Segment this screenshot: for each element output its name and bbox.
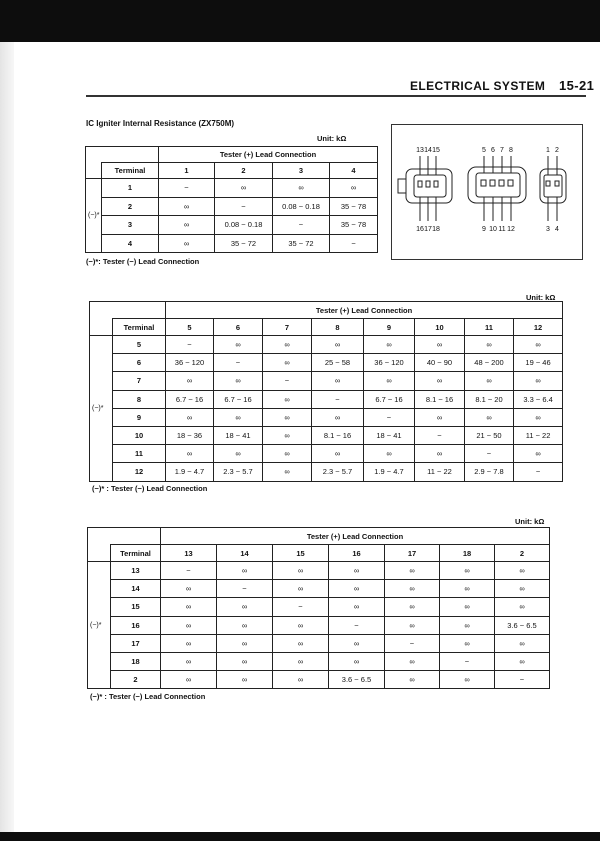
resistance-cell: 25 ~ 58 [312,354,364,372]
resistance-cell: 36 ~ 120 [166,354,214,372]
resistance-cell: ∞ [330,179,378,198]
resistance-cell: ∞ [329,652,385,670]
row-terminal: 13 [111,562,161,580]
resistance-cell: − [415,426,465,444]
resistance-table-3 [87,527,550,689]
pin-label-top: 6 [491,147,495,154]
column-header: 6 [214,319,263,336]
resistance-cell: ∞ [273,652,329,670]
row-terminal: 7 [113,372,166,390]
column-header: 2 [495,545,550,562]
terminal-header: Terminal [111,545,161,562]
header-rule [86,95,586,97]
resistance-cell: ∞ [440,562,495,580]
resistance-cell: ∞ [263,408,312,426]
row-terminal: 17 [111,634,161,652]
resistance-cell: ∞ [415,408,465,426]
resistance-cell: ∞ [217,671,273,689]
corner-blank-cell [86,147,159,163]
pin-label-top: 1 [546,147,550,154]
row-terminal: 16 [111,616,161,634]
column-header: 7 [263,319,312,336]
row-terminal: 2 [102,197,159,216]
resistance-cell: ∞ [215,179,273,198]
tester-minus-label: (−)* [88,562,111,689]
resistance-cell: ∞ [329,580,385,598]
pin-label-bottom: 16 [416,226,424,233]
terminal-header: Terminal [102,163,159,179]
resistance-cell: ∞ [495,652,550,670]
connector-middle-icon [468,156,526,221]
resistance-cell: − [514,463,563,481]
connector-diagram [391,124,583,260]
row-terminal: 6 [113,354,166,372]
column-header: 8 [312,319,364,336]
row-terminal: 12 [113,463,166,481]
unit-label-3: Unit: kΩ [515,517,545,526]
resistance-cell: ∞ [161,598,217,616]
resistance-cell: ∞ [415,336,465,354]
resistance-cell: ∞ [415,372,465,390]
resistance-cell: 6.7 ~ 16 [364,390,415,408]
column-header: 17 [385,545,440,562]
resistance-cell: − [161,562,217,580]
resistance-cell: 19 ~ 46 [514,354,563,372]
resistance-cell: 36 ~ 120 [364,354,415,372]
pin-label-top: 15 [432,147,440,154]
table-row [88,652,550,670]
resistance-cell: ∞ [495,634,550,652]
resistance-cell: 35 ~ 72 [215,234,273,253]
resistance-cell: ∞ [166,408,214,426]
scan-bottom-border [0,832,600,841]
resistance-cell: − [329,616,385,634]
resistance-cell: ∞ [514,372,563,390]
resistance-cell: ∞ [514,336,563,354]
resistance-cell: 8.1 ~ 20 [465,390,514,408]
row-terminal: 11 [113,445,166,463]
table-row [90,390,563,408]
resistance-cell: ∞ [385,580,440,598]
neg-blank-cell [88,545,111,562]
resistance-cell: ∞ [495,562,550,580]
column-header: 4 [330,163,378,179]
row-terminal: 18 [111,652,161,670]
table-row [90,408,563,426]
pin-label-bottom: 4 [555,226,559,233]
resistance-cell: 35 ~ 72 [273,234,330,253]
note-2: (−)* : Tester (−) Lead Connection [92,484,208,493]
resistance-cell: 3.3 ~ 6.4 [514,390,563,408]
resistance-cell: ∞ [440,671,495,689]
resistance-cell: ∞ [465,408,514,426]
resistance-cell: 21 ~ 50 [465,426,514,444]
resistance-cell: ∞ [385,562,440,580]
resistance-cell: ∞ [217,652,273,670]
resistance-cell: ∞ [385,671,440,689]
pin-label-top: 7 [500,147,504,154]
resistance-cell: ∞ [364,336,415,354]
resistance-cell: ∞ [214,336,263,354]
pin-label-top: 2 [555,147,559,154]
column-header: 9 [364,319,415,336]
column-header: 3 [273,163,330,179]
resistance-cell: 8.1 ~ 16 [312,426,364,444]
connector-left-icon [398,156,452,221]
pin-label-bottom: 12 [507,226,515,233]
table-row [90,336,563,354]
resistance-cell: 18 ~ 41 [364,426,415,444]
column-header: 18 [440,545,495,562]
resistance-cell: ∞ [273,179,330,198]
table-row [86,234,378,253]
pin-label-top: 8 [509,147,513,154]
resistance-cell: ∞ [161,580,217,598]
resistance-cell: − [385,634,440,652]
resistance-cell: 6.7 ~ 16 [166,390,214,408]
column-header: 12 [514,319,563,336]
resistance-cell: − [166,336,214,354]
resistance-cell: 48 ~ 200 [465,354,514,372]
resistance-cell: ∞ [440,616,495,634]
table-row [88,616,550,634]
table-row [88,580,550,598]
resistance-cell: − [214,354,263,372]
column-header: 13 [161,545,217,562]
row-terminal: 15 [111,598,161,616]
resistance-cell: ∞ [159,234,215,253]
resistance-cell: ∞ [263,426,312,444]
resistance-cell: − [364,408,415,426]
scan-left-margin [0,42,14,832]
unit-label-1: Unit: kΩ [317,134,347,143]
resistance-cell: ∞ [161,634,217,652]
pin-label-bottom: 9 [482,226,486,233]
row-terminal: 2 [111,671,161,689]
resistance-cell: 0.08 ~ 0.18 [273,197,330,216]
table-row [86,216,378,235]
table-row [90,463,563,481]
resistance-cell: ∞ [364,445,415,463]
column-header: 11 [465,319,514,336]
resistance-cell: 40 ~ 90 [415,354,465,372]
column-header: 14 [217,545,273,562]
pin-label-bottom: 11 [498,226,506,233]
resistance-cell: ∞ [263,354,312,372]
column-header: 15 [273,545,329,562]
section-title: ELECTRICAL SYSTEM [410,79,546,93]
resistance-cell: ∞ [263,445,312,463]
column-header: 16 [329,545,385,562]
resistance-cell: − [217,580,273,598]
resistance-cell: ∞ [385,616,440,634]
resistance-cell: ∞ [217,562,273,580]
resistance-cell: ∞ [263,336,312,354]
resistance-cell: ∞ [214,445,263,463]
pin-label-bottom: 18 [432,226,440,233]
table-row [88,598,550,616]
resistance-cell: ∞ [440,598,495,616]
pin-label-bottom: 10 [489,226,497,233]
resistance-cell: 8.1 ~ 16 [415,390,465,408]
resistance-cell: ∞ [161,671,217,689]
resistance-cell: ∞ [217,634,273,652]
resistance-cell: ∞ [329,634,385,652]
resistance-cell: − [263,372,312,390]
table-row [88,562,550,580]
resistance-cell: 2.3 ~ 5.7 [214,463,263,481]
connector-right-icon [540,156,566,221]
resistance-cell: ∞ [514,445,563,463]
pin-label-bottom: 3 [546,226,550,233]
resistance-table-1 [85,146,378,253]
pin-label-top: 5 [482,147,486,154]
column-header: 5 [166,319,214,336]
resistance-cell: − [273,216,330,235]
row-terminal: 14 [111,580,161,598]
resistance-cell: ∞ [312,408,364,426]
resistance-cell: ∞ [159,216,215,235]
table-row [88,634,550,652]
resistance-cell: ∞ [166,445,214,463]
row-terminal: 9 [113,408,166,426]
neg-blank-cell [86,163,102,179]
tester-plus-header: Tester (+) Lead Connection [159,147,378,163]
terminal-header: Terminal [113,319,166,336]
resistance-cell: − [495,671,550,689]
table-row [88,671,550,689]
resistance-cell: 35 ~ 78 [330,197,378,216]
resistance-cell: ∞ [465,372,514,390]
resistance-cell: ∞ [385,652,440,670]
tester-minus-label: (−)* [90,336,113,482]
tester-plus-header: Tester (+) Lead Connection [166,302,563,319]
column-header: 10 [415,319,465,336]
resistance-cell: ∞ [465,336,514,354]
resistance-cell: ∞ [273,616,329,634]
resistance-cell: 18 ~ 41 [214,426,263,444]
row-terminal: 1 [102,179,159,198]
resistance-cell: 35 ~ 78 [330,216,378,235]
resistance-cell: ∞ [217,598,273,616]
table-row [86,197,378,216]
resistance-cell: ∞ [161,616,217,634]
column-header: 1 [159,163,215,179]
resistance-cell: ∞ [312,372,364,390]
resistance-cell: ∞ [329,598,385,616]
resistance-cell: ∞ [312,336,364,354]
row-terminal: 5 [113,336,166,354]
resistance-cell: 2.9 ~ 7.8 [465,463,514,481]
resistance-cell: ∞ [495,580,550,598]
scan-top-border [0,0,600,42]
row-terminal: 10 [113,426,166,444]
resistance-cell: ∞ [440,580,495,598]
resistance-cell: ∞ [217,616,273,634]
resistance-cell: ∞ [312,445,364,463]
page-header [410,78,594,93]
resistance-cell: ∞ [385,598,440,616]
row-terminal: 4 [102,234,159,253]
resistance-cell: − [273,598,329,616]
resistance-cell: ∞ [273,580,329,598]
resistance-cell: 18 ~ 36 [166,426,214,444]
resistance-cell: ∞ [329,562,385,580]
tester-plus-header: Tester (+) Lead Connection [161,528,550,545]
table-row [90,372,563,390]
pin-label-top: 14 [424,147,432,154]
resistance-cell: ∞ [273,671,329,689]
column-header: 2 [215,163,273,179]
resistance-cell: ∞ [263,463,312,481]
table-row [90,354,563,372]
section-heading: IC Igniter Internal Resistance (ZX750M) [86,119,235,128]
pin-label-top: 13 [416,147,424,154]
resistance-cell: 2.3 ~ 5.7 [312,463,364,481]
resistance-table-2 [89,301,563,482]
corner-blank-cell [88,528,161,545]
resistance-cell: ∞ [273,634,329,652]
table-row [86,179,378,198]
resistance-cell: ∞ [415,445,465,463]
table-row [90,445,563,463]
resistance-cell: 1.9 ~ 4.7 [166,463,214,481]
resistance-cell: ∞ [214,372,263,390]
note-3: (−)* : Tester (−) Lead Connection [90,692,206,701]
resistance-cell: 11 ~ 22 [514,426,563,444]
resistance-cell: ∞ [273,562,329,580]
resistance-cell: ∞ [495,598,550,616]
pin-label-bottom: 17 [424,226,432,233]
resistance-cell: 3.6 ~ 6.5 [329,671,385,689]
resistance-cell: 11 ~ 22 [415,463,465,481]
resistance-cell: − [215,197,273,216]
table-row [90,426,563,444]
resistance-cell: ∞ [440,634,495,652]
resistance-cell: 0.08 ~ 0.18 [215,216,273,235]
resistance-cell: − [159,179,215,198]
resistance-cell: − [465,445,514,463]
row-terminal: 3 [102,216,159,235]
resistance-cell: ∞ [161,652,217,670]
resistance-cell: 1.9 ~ 4.7 [364,463,415,481]
resistance-cell: − [330,234,378,253]
resistance-cell: ∞ [159,197,215,216]
unit-label-2: Unit: kΩ [526,293,556,302]
resistance-cell: − [312,390,364,408]
tester-minus-label: (−)* [86,179,102,253]
resistance-cell: ∞ [263,390,312,408]
row-terminal: 8 [113,390,166,408]
note-1: (−)*: Tester (−) Lead Connection [86,257,200,266]
resistance-cell: 3.6 ~ 6.5 [495,616,550,634]
resistance-cell: ∞ [166,372,214,390]
resistance-cell: ∞ [214,408,263,426]
resistance-cell: 6.7 ~ 16 [214,390,263,408]
resistance-cell: ∞ [514,408,563,426]
neg-blank-cell [90,319,113,336]
resistance-cell: − [440,652,495,670]
resistance-cell: ∞ [364,372,415,390]
page-number: 15-21 [559,78,595,93]
corner-blank-cell [90,302,166,319]
